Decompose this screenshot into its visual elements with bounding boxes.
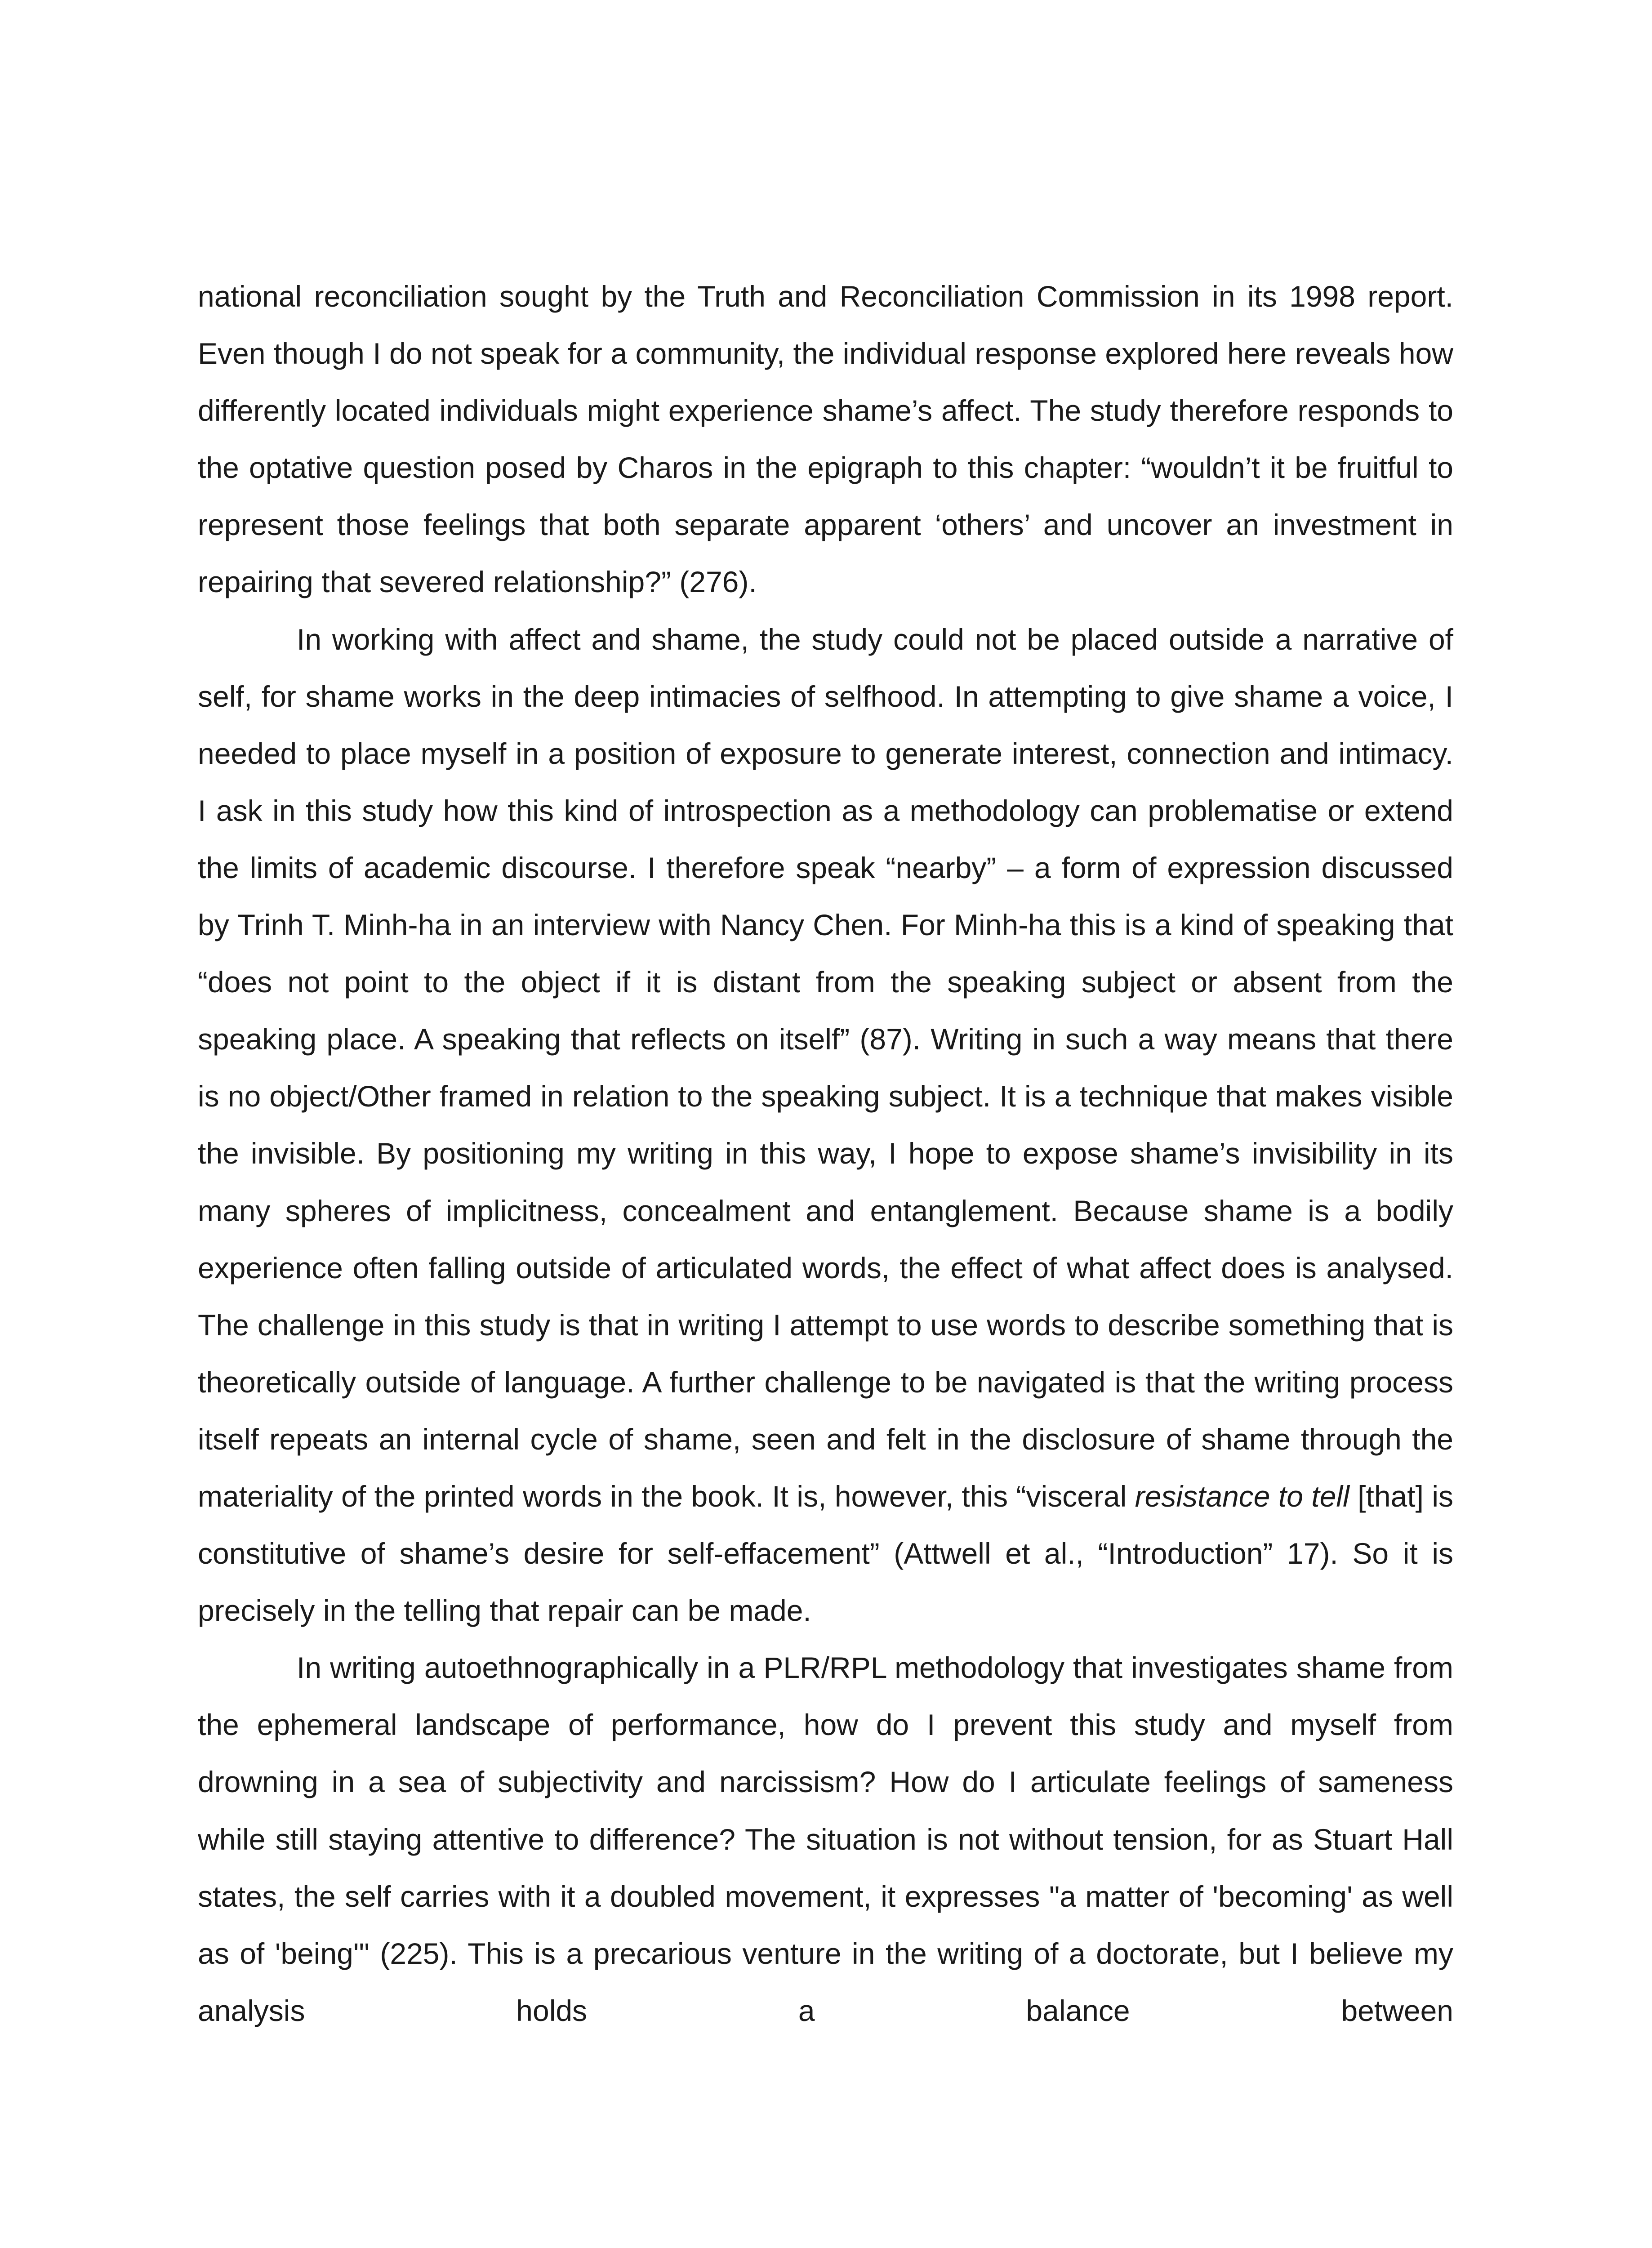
- paragraph-2-text-b: [that] is constitutive of shame’s desire for self-effacement” (Attwell et al., “Introduction” 17). So it is precisely in the telling that repair can be made.: [198, 1479, 1453, 1628]
- paragraph-3-text: In writing autoethnographically in a PLR/RPL methodology that investigates shame from the ephemeral landscape of performance, how do I prevent this study and myself from drowning in a sea of subjectivity and narcissism? How do I articulate feelings of sameness while still staying attentive to difference? The situation is not without tension, for as Stuart Hall states, the self carries with it a doubled movement, it expresses "a matter of 'becoming' as well as of 'being'" (225). This is a precarious venture in the writing of a doctorate, but I believe my analysis holds a balance between: [198, 1651, 1453, 2027]
- body-text: [198, 268, 1453, 2039]
- paragraph-2-italic-phrase: resistance to tell: [1135, 1479, 1349, 1513]
- paragraph-2-text-a: In working with affect and shame, the study could not be placed outside a narrative of self, for shame works in the deep intimacies of selfhood. In attempting to give shame a voice, I needed to place myself in a position of exposure to generate interest, connection and intimacy. I ask in this study how this kind of introspection as a methodology can problematise or extend the limits of academic discourse. I therefore speak “nearby” – a form of expression discussed by Trinh T. Minh-ha in an interview with Nancy Chen. For Minh-ha this is a kind of speaking that “does not point to the object if it is distant from the speaking subject or absent from the speaking place. A speaking that reflects on itself” (87). Writing in such a way means that there is no object/Other framed in relation to the speaking subject. It is a technique that makes visible the invisible. By positioning my writing in this way, I hope to expose shame’s invisibility in its many spheres of implicitness, concealment and entanglement. Because shame is a bodily experience often falling outside of articulated words, the effect of what affect does is analysed. The challenge in this study is that in writing I attempt to use words to describe something that is theoretically outside of language. A further challenge to be navigated is that the writing process itself repeats an internal cycle of shame, seen and felt in the disclosure of shame through the materiality of the printed words in the book. It is, however, this “visceral: [198, 622, 1453, 1513]
- paragraph-1: [198, 268, 1453, 611]
- paragraph-1-text: national reconciliation sought by the Truth and Reconciliation Commission in its 1998 report. Even though I do not speak for a community, the individual response explored here reveals how differently located individuals might experience shame’s affect. The study therefore responds to the optative question posed by Charos in the epigraph to this chapter: “wouldn’t it be fruitful to represent those feelings that both separate apparent ‘others’ and uncover an investment in repairing that severed relationship?” (276).: [198, 280, 1453, 599]
- paragraph-2: [198, 611, 1453, 1640]
- paragraph-3: [198, 1639, 1453, 2039]
